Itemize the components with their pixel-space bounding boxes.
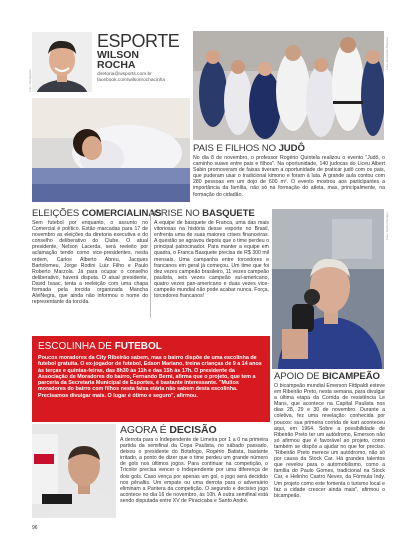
judo-photo [193,31,384,140]
basquete-title-bold: BASQUETE [202,208,255,219]
emerson-microphone-photo-icon [272,209,384,369]
futebol-title-bold: FUTEBOL [114,341,162,352]
section-title: ESPORTE [97,31,180,51]
emerson-photo [272,209,384,369]
decisao-title [120,425,217,435]
bicampeao-title [274,372,380,382]
judo-girl-photo-icon [32,98,190,202]
judo-title-bold: JUDÔ [278,143,305,154]
eleicoes-title-light: ELEIÇÕES [32,208,82,219]
botafogo-photo [32,424,116,518]
author-photo-credit: Foto: Divulgação [28,69,32,92]
judo-class-photo-icon [193,31,384,140]
decisao-title-bold: DECISÃO [169,424,217,436]
futebol-title [38,341,264,352]
judo-girl-photo [32,98,190,202]
author-name-first: WILSON [97,49,139,61]
page-number: 96 [32,525,38,531]
author-portrait-icon [32,32,92,92]
decisao-title-light: AGORA É [120,424,170,436]
futebol-title-light: ESCOLINHA DE [38,341,115,352]
bicampeao-title-light: APOIO DE [274,371,323,382]
decisao-text: A derrota para o Independente de Limeira por 1 a 0 na primeira partida da semifinal da Copa Paulista, no sábado passado, deixou o presidente do Botafogo, Rogério Batista, bastante irritado, a ponto de dizer que o time perdeu um grande número de gols nos últimos jogos. Para continuar na competição, o Tricolor precisa vencer o Independente por uma diferença de dois gols. Caso vença por apenas um gol, o jogo será decidido nos pênaltis. Um empate ou uma derrota para o adversário eliminam a Pantera da competição. O segundo e decisivo jogo acontece no dia 16 de novembro, às 10h. A outra semifinal está sendo disputada entre XV de Piracicaba e Santo André. [120,437,268,504]
bicampeao-text: O bicampeão mundial Emerson Fittipaldi esteve em Ribeirão Preto, nesta semana, para divulgar a última etapa da Corrida de resistência Le Mans, que acontece na Capital Paulista nos dias 28, 29 e 30 de novembro. Durante a coletiva, fez uma revelação: conhecida por poucos: sua primeira corrida de kart aconteceu aqui, em 1964. Sobre a possibilidade de Ribeirão Preto ter um autódromo, Emerson não só afirmou que é favorável ao projeto, como também se dispôs a ajudar no que for preciso. "Ribeirão Preto merece um autódromo, não só por causa da Stock Car. Há grandes talentos que revelou para o automobilismo, como a família do Paulo Gomes, tradicional na Stock Car, e Helinho Castro Neves, da Fórmula Indy. Um projeto como este fomenta o turismo local e faz a cidade crescer ainda mais", afirmou o bicampeão. [274,383,385,499]
botafogo-president-photo-icon [32,424,116,518]
author-name-last: ROCHA [97,59,136,71]
column-divider [150,210,151,318]
judo-title-light: PAIS E FILHOS NO [193,143,279,154]
judo-photo-credit: Foto: Alexandre Pascoal [385,37,389,70]
author-facebook[interactable]: facebook.com/wilsonrochacinha [97,78,165,83]
judo-title [193,144,305,154]
bicampeao-title-bold: BICAMPEÃO [322,371,380,382]
eleicoes-title-bold: COMERCIALINAS [81,208,162,219]
author-photo [32,32,92,92]
basquete-text: A equipe de basquete de Franca, uma das mais vitoriosas na história desse esporte no Brasil, enfrenta uma de suas maiores crises financeiras. A questão se agravou depois que o time perdeu o principal patrocinador. Para manter a equipe em quadra, o Franca Basquete precisa de R$ 300 mil mensais. Uma campanha entre torcedores e francanos em geral já começou. Um time que foi dez vezes campeão brasileiro, 11 vezes campeão paulista, seis vezes campeão sul-americano, quatro vezes pan-americano e duas vezes vice-campeão mundial não pode acabar nunca. Força, torcedores francanos! [154,220,269,300]
futebol-box [32,336,270,422]
emerson-photo-credit: Foto: Sylvio Cervigni [385,212,389,240]
eleicoes-text: Sem futebol por enquanto, o assunto no Comercial é político. Estão marcadas para 17 de novembro as eleições da diretoria executiva e do conselho deliberativo do Clube. O atual presidente, Nelson Lacerda, será reeleito por aclamação tendo como vice-presidentes, nesta ordem, Carlos Alberto Abreu, Jacques Bartolomeu, Jorge Rodini Luiz Filho e Paulo Roberto Marzola. Já para ocupar o conselho deliberativo, haverá disputa. O atual presidente, David Isaac, tenta a reeleição com uma chapa formada pela torcida organizada Mancha AlviNegra, que ainda não informou o nome do representante da torcida. [32,220,148,306]
basquete-title [154,209,255,219]
author-email[interactable]: diretoria@wsports.com.br [97,72,152,77]
judo-text: No dia 8 de novembro, o professor Rogério Quintela realizou o evento "Judô, o caminho suave entre pais e filhos". Na oportunidade, 140 judocas do Liceu Albert Sabin promoveram de faixas tiveram a oportunidade de praticar judô com os pais, que puderam usar o tradicional kimono e foram à luta. A grande aula contou com 280 pessoas em um dojo de 600 m². O evento mostrou aos participantes a importância da família, não só na formação do atleta, mas, principalmente, na formação do cidadão. [193,155,385,198]
futebol-text: Poucos moradores da City Ribeirão sabem, mas o bairro dispõe de uma escolinha de futebol gratuita. O ex-jogador de futebol, Edson Mariano, treina crianças de 9 a 14 anos às terças e quintas-feiras, das 8h30 às 11h e das 15h às 17h. O presidente da Associação de Moradores do bairro, Fernando Berni, afirma que o projeto, que tem a parceria da Secretaria Municipal de Esportes, é bastante interessante. "Muitos moradores do bairro com filhos nesta faixa etária não sabem desta escolinha. Precisamos divulgar mais. O lugar é ótimo e seguro", afirmou. [38,355,262,399]
basquete-title-light: CRISE NO [154,208,203,219]
eleicoes-title [32,209,161,219]
